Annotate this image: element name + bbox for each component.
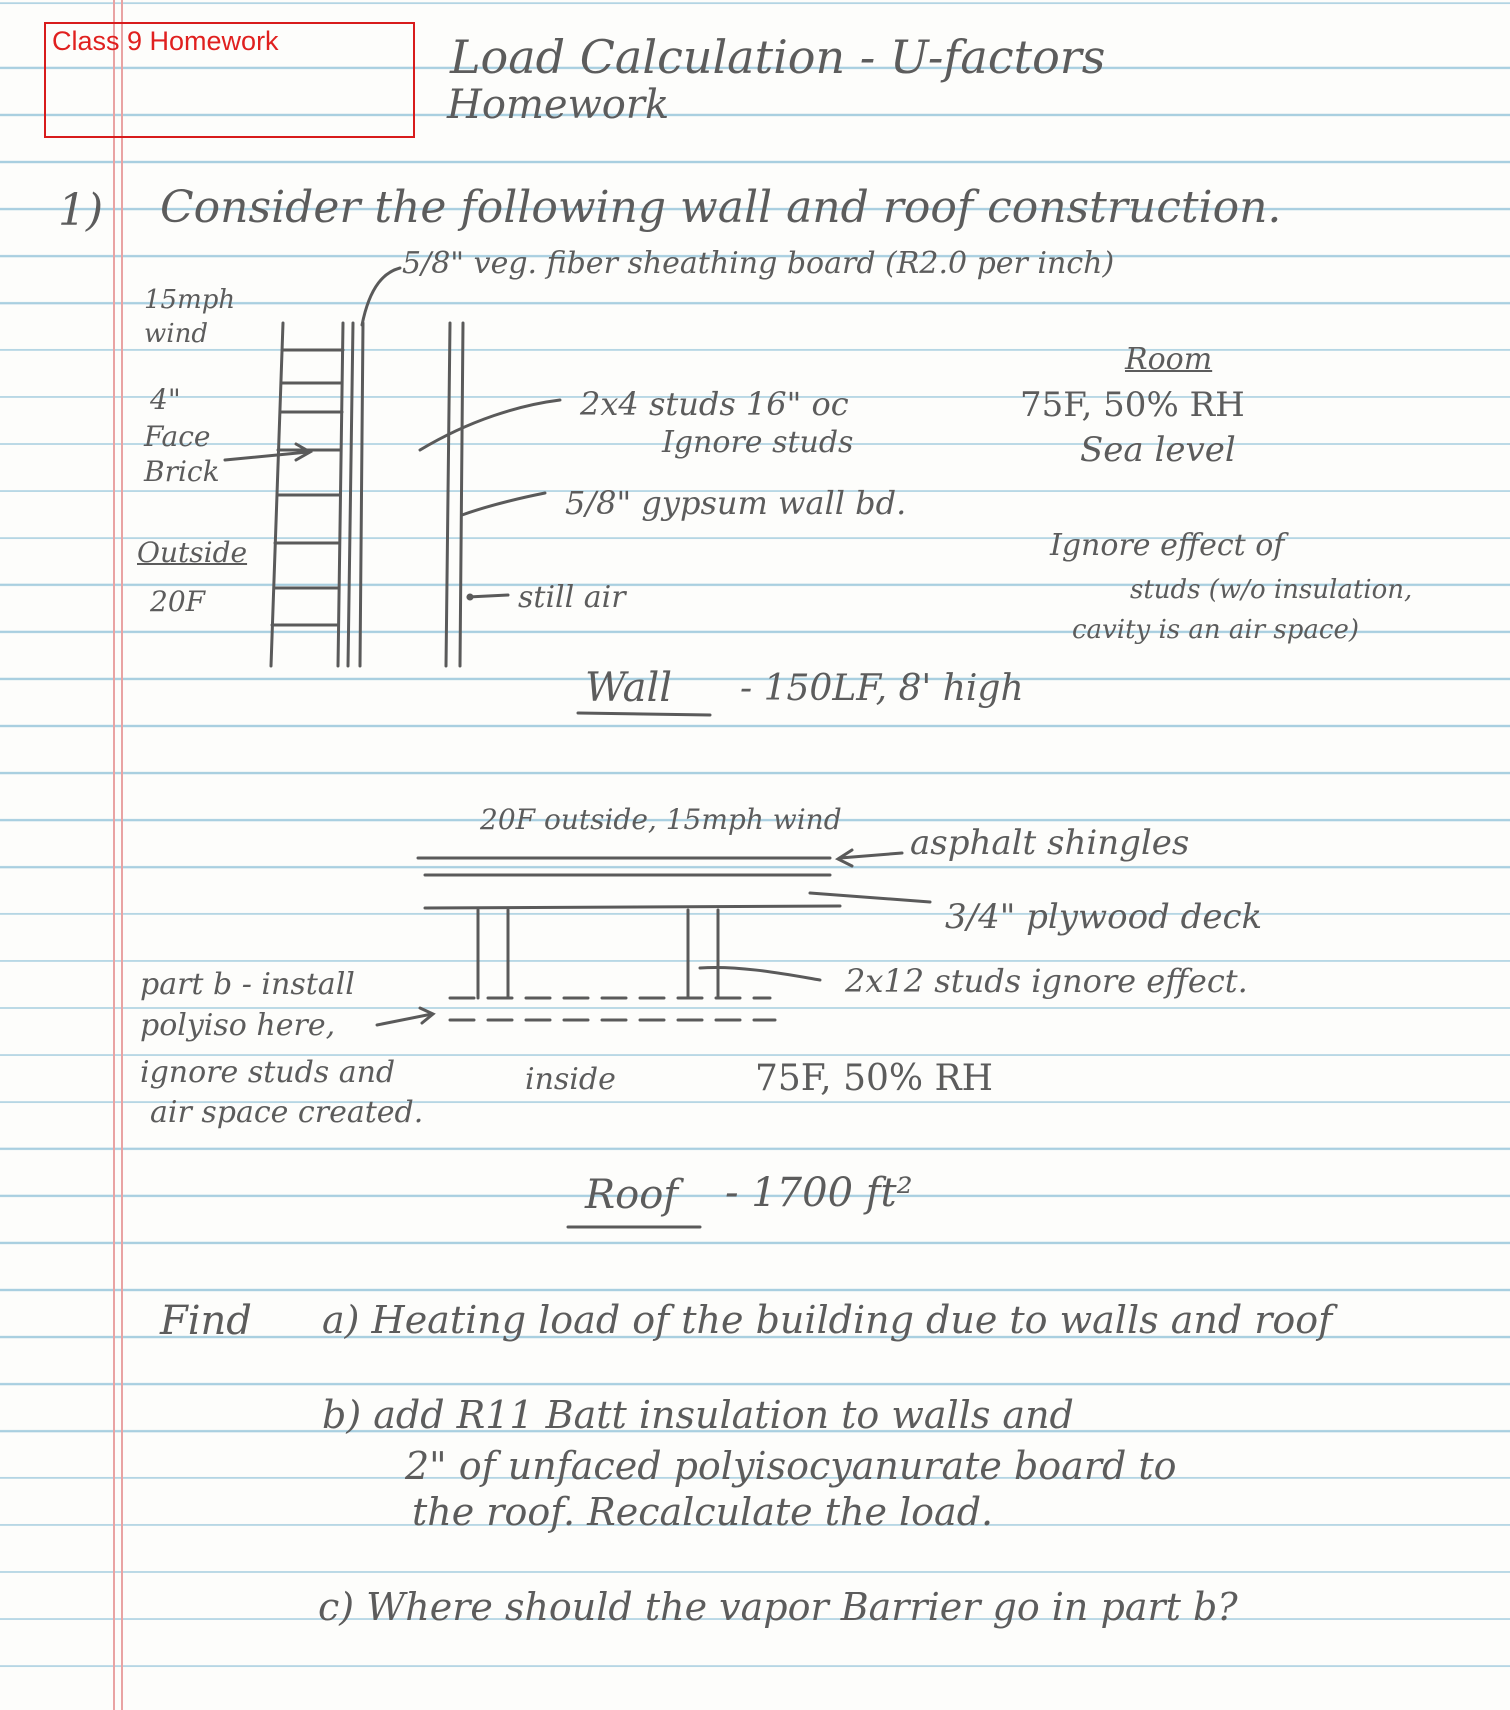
- problem-number: 1): [58, 185, 104, 236]
- find-part-b-line1: b) add R11 Batt insulation to walls and: [322, 1393, 1074, 1437]
- wall-outside-label: Outside: [137, 536, 248, 569]
- studs-ignore-label: Ignore studs: [662, 425, 854, 460]
- sheathing-label: 5/8" veg. fiber sheathing board (R2.0 per inch): [402, 246, 1115, 281]
- find-part-b-line3: the roof. Recalculate the load.: [412, 1490, 994, 1534]
- wall-caption-word: Wall: [585, 665, 673, 711]
- ignore-note-1: Ignore effect of: [1050, 528, 1285, 563]
- brick-label-brick: Brick: [144, 455, 220, 488]
- room-heading: Room: [1125, 342, 1213, 377]
- still-air-label: still air: [518, 580, 626, 615]
- ignore-note-2: studs (w/o insulation,: [1130, 575, 1413, 605]
- roof-inside-label: inside: [525, 1062, 616, 1097]
- find-part-c: c) Where should the vapor Barrier go in part b?: [318, 1585, 1238, 1629]
- deck-label: 3/4" plywood deck: [945, 897, 1263, 937]
- partb-note-3: ignore studs and: [140, 1055, 396, 1090]
- shingles-label: asphalt shingles: [910, 823, 1190, 863]
- roof-outside-label: 20F outside, 15mph wind: [480, 803, 842, 836]
- find-part-b-line2: 2" of unfaced polyisocyanurate board to: [405, 1444, 1177, 1488]
- find-heading: Find: [160, 1298, 252, 1344]
- gypsum-label: 5/8" gypsum wall bd.: [565, 484, 907, 522]
- page-subtitle: Homework: [447, 82, 670, 128]
- room-conditions: 75F, 50% RH: [1020, 385, 1245, 425]
- find-part-a: a) Heating load of the building due to walls and roof: [322, 1298, 1333, 1342]
- homework-label: Class 9 Homework: [52, 26, 279, 56]
- roof-caption-dims: - 1700 ft²: [725, 1170, 913, 1216]
- studs-label: 2x4 studs 16" oc: [580, 385, 849, 423]
- partb-note-4: air space created.: [150, 1095, 424, 1130]
- problem-statement: Consider the following wall and roof construction.: [160, 182, 1282, 233]
- brick-label-thickness: 4": [150, 383, 181, 416]
- partb-note-2: polyiso here,: [140, 1008, 336, 1043]
- partb-note-1: part b - install: [140, 967, 355, 1002]
- ignore-note-3: cavity is an air space): [1072, 615, 1359, 645]
- page-title: Load Calculation - U-factors: [450, 30, 1106, 84]
- wall-outside-temp: 20F: [150, 585, 206, 618]
- joists-label: 2x12 studs ignore effect.: [845, 962, 1248, 1000]
- room-altitude: Sea level: [1080, 430, 1236, 470]
- brick-label-face: Face: [144, 420, 211, 453]
- wind-label: 15mph wind: [144, 285, 236, 349]
- roof-inside-conditions: 75F, 50% RH: [755, 1058, 994, 1099]
- wall-caption-dims: - 150LF, 8' high: [740, 668, 1024, 709]
- roof-caption-word: Roof: [585, 1172, 679, 1218]
